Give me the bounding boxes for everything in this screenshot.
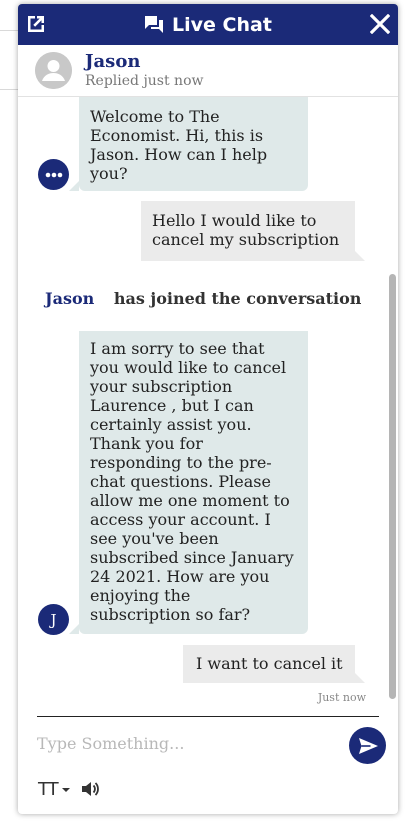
send-icon bbox=[357, 735, 379, 757]
message-line: enjoying the bbox=[90, 586, 191, 605]
close-button[interactable] bbox=[368, 12, 392, 36]
send-button[interactable] bbox=[349, 727, 386, 764]
message-line: you would like to cancel bbox=[90, 358, 287, 377]
message-line: I want to cancel it bbox=[196, 654, 343, 673]
message-line: Welcome to The bbox=[90, 107, 220, 126]
message-line: I am sorry to see that bbox=[90, 339, 265, 358]
message-list-scrollbar[interactable] bbox=[389, 274, 396, 699]
join-event-agent-name: Jason bbox=[45, 289, 95, 308]
user-message-1 bbox=[141, 201, 355, 261]
message-line: Hello I would like to bbox=[152, 211, 317, 230]
message-line: 24 2021. How are you bbox=[90, 567, 270, 586]
user-silhouette-icon bbox=[35, 52, 72, 89]
chat-header bbox=[18, 4, 398, 45]
user-message-2 bbox=[183, 645, 355, 683]
message-list[interactable] bbox=[18, 97, 398, 710]
message-line: Jason. How can I help bbox=[90, 145, 268, 164]
popout-icon bbox=[25, 13, 47, 35]
agent-info bbox=[85, 51, 204, 90]
speaker-icon bbox=[80, 779, 100, 799]
message-line: cancel my subscription bbox=[152, 230, 340, 249]
chat-bubbles-icon bbox=[144, 15, 164, 35]
message-line: chat questions. Please bbox=[90, 472, 271, 491]
agent-message-1 bbox=[79, 97, 308, 191]
composer bbox=[18, 716, 398, 814]
chevron-down-icon bbox=[61, 785, 71, 795]
message-line: Economist. Hi, this is bbox=[90, 126, 264, 145]
background-page-fragment bbox=[0, 30, 18, 90]
popout-button[interactable] bbox=[24, 12, 48, 36]
header-title: Live Chat bbox=[172, 13, 272, 36]
message-line: you? bbox=[90, 164, 128, 183]
message-line: certainly assist you. bbox=[90, 415, 252, 434]
agent-message-2 bbox=[79, 331, 308, 634]
composer-divider bbox=[37, 716, 379, 717]
message-line: see you've been bbox=[90, 529, 219, 548]
message-line: allow me one moment to bbox=[90, 491, 290, 510]
sound-toggle-button[interactable] bbox=[80, 779, 100, 799]
agent-avatar bbox=[35, 52, 72, 89]
message-line: subscription so far? bbox=[90, 605, 251, 624]
message-timestamp: Just now bbox=[317, 691, 366, 704]
join-event bbox=[45, 289, 361, 308]
join-event-text: has joined the conversation bbox=[113, 289, 362, 308]
agent-message-avatar bbox=[38, 604, 69, 635]
message-line: Laurence , but I can bbox=[90, 396, 254, 415]
typing-avatar bbox=[38, 159, 69, 190]
close-icon bbox=[370, 14, 390, 34]
agent-avatar-initial: J bbox=[50, 610, 57, 629]
message-input[interactable] bbox=[37, 732, 327, 754]
agent-info-bar bbox=[18, 45, 398, 97]
more-dots-icon bbox=[45, 172, 63, 178]
text-size-button[interactable] bbox=[38, 779, 71, 800]
message-line: subscribed since January bbox=[90, 548, 294, 567]
message-line: responding to the pre- bbox=[90, 453, 272, 472]
agent-status: Replied just now bbox=[85, 73, 204, 89]
live-chat-widget bbox=[18, 4, 398, 814]
header-title-group bbox=[144, 14, 272, 36]
agent-name: Jason bbox=[85, 51, 141, 72]
message-line: Thank you for bbox=[90, 434, 203, 453]
message-line: your subscription bbox=[90, 377, 233, 396]
message-line: access your account. I bbox=[90, 510, 271, 529]
text-size-icon: TT bbox=[38, 779, 58, 800]
